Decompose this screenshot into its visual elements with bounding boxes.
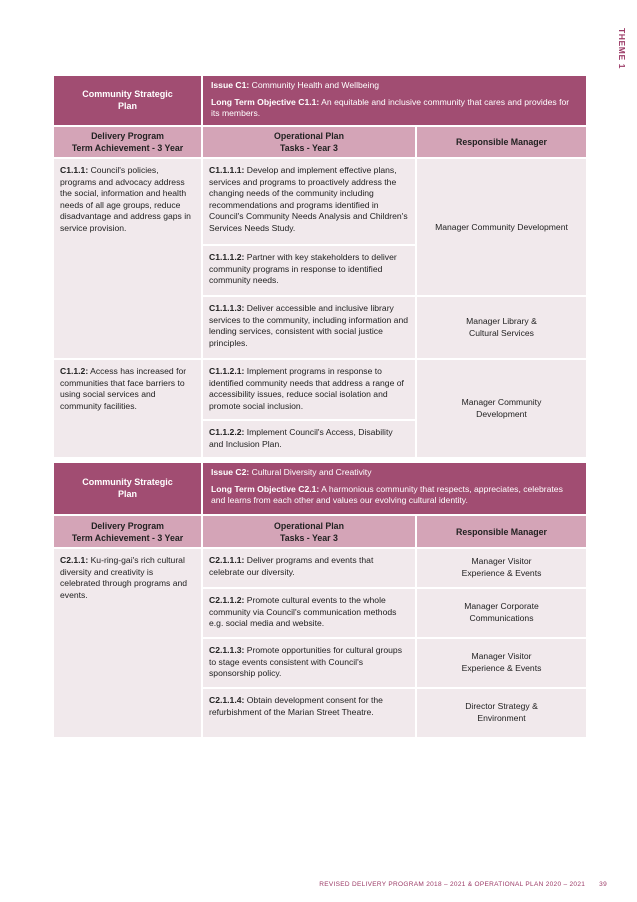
manager-c1-1-2: Manager Community Development xyxy=(417,358,586,457)
objective-c1-1-text: An equitable and inclusive community that cares and provides for its members. xyxy=(211,96,570,119)
task-c2-1-1-3: C2.1.1.3: Promote opportunities for cultural groups to stage events consistent with Council's sponsorship policy. xyxy=(203,637,417,687)
achievement-c2-1-1: C2.1.1: Ku-ring-gai's rich cultural diversity and creativity is celebrated through programs and events. xyxy=(54,547,203,737)
page-number: 39 xyxy=(599,881,607,888)
issue-c2-banner: Issue C2: Cultural Diversity and Creativity Long Term Objective C2.1: A harmonious community that respects, appreciates, celebrates and learns from each other and values our evolving cultural identity. xyxy=(203,463,586,514)
section-c1-table xyxy=(54,76,586,457)
manager-c2-1-1-4: Director Strategy & Environment xyxy=(417,687,586,737)
issue-c2-title: Cultural Diversity and Creativity xyxy=(251,467,372,477)
achievement-c1-1-1: C1.1.1: Council's policies, programs and advocacy address the social, information and health needs of all age groups, reduce disadvantage and address gaps in service provision. xyxy=(54,157,203,358)
task-c2-1-1-1: C2.1.1.1: Deliver programs and events that celebrate our diversity. xyxy=(203,547,417,587)
manager-c1-1-1-1: Manager Community Development xyxy=(417,157,586,295)
task-row xyxy=(54,547,586,587)
operational-plan-heading: Operational Plan Tasks - Year 3 xyxy=(203,514,417,547)
section-c2-table xyxy=(54,463,586,737)
task-c2-1-1-4: C2.1.1.4: Obtain development consent for the refurbishment of the Marian Street Theatre. xyxy=(203,687,417,737)
page-footer xyxy=(319,881,607,888)
issue-c1-title: Community Health and Wellbeing xyxy=(251,80,380,90)
task-c1-1-1-3: C1.1.1.3: Deliver accessible and inclusive library services to the community, including information and lending services, consistent with social justice principles. xyxy=(203,295,417,358)
manager-c1-1-1-3: Manager Library & Cultural Services xyxy=(417,295,586,358)
issue-c1-banner: Issue C1: Community Health and Wellbeing Long Term Objective C1.1: An equitable and inclusive community that cares and provides for its members. xyxy=(203,76,586,125)
footer-document-title: REVISED DELIVERY PROGRAM 2018 – 2021 & OPERATIONAL PLAN 2020 – 2021 xyxy=(319,881,586,888)
responsible-manager-heading: Responsible Manager xyxy=(417,125,586,157)
section-c2-header-row xyxy=(54,463,586,514)
delivery-program-heading: Delivery Program Term Achievement - 3 Year xyxy=(54,125,203,157)
task-row xyxy=(54,358,586,419)
section-c1-header-row xyxy=(54,76,586,125)
responsible-manager-heading: Responsible Manager xyxy=(417,514,586,547)
delivery-program-heading: Delivery Program Term Achievement - 3 Year xyxy=(54,514,203,547)
community-strategic-plan-heading: Community Strategic Plan xyxy=(54,76,203,125)
task-c1-1-1-2: C1.1.1.2: Partner with key stakeholders to deliver community programs in response to identified community needs. xyxy=(203,244,417,295)
operational-plan-heading: Operational Plan Tasks - Year 3 xyxy=(203,125,417,157)
achievement-c1-1-2: C1.1.2: Access has increased for communities that face barriers to using social services and community facilities. xyxy=(54,358,203,457)
task-c1-1-2-1: C1.1.2.1: Implement programs in response to identified community needs that address a range of accessibility issues, reduce social isolation and promote social inclusion. xyxy=(203,358,417,419)
community-strategic-plan-heading: Community Strategic Plan xyxy=(54,463,203,514)
manager-c2-1-1-2: Manager Corporate Communications xyxy=(417,587,586,637)
task-row xyxy=(54,157,586,244)
theme-side-tab: THEME 1 xyxy=(617,28,627,70)
task-c1-1-2-2: C1.1.2.2: Implement Council's Access, Disability and Inclusion Plan. xyxy=(203,419,417,457)
manager-c2-1-1-1: Manager Visitor Experience & Events xyxy=(417,547,586,587)
task-c2-1-1-2: C2.1.1.2: Promote cultural events to the whole community via Council's communication methods e.g. social media and website. xyxy=(203,587,417,637)
objective-c2-1-text: A harmonious community that respects, appreciates, celebrates and learns from each other and values our evolving cultural identity. xyxy=(211,483,563,506)
task-c1-1-1-1: C1.1.1.1: Develop and implement effective plans, services and programs to proactively address the changing needs of the community including recommendations and programs identified in Council's Community Needs Analysis and Children's Services Needs Study. xyxy=(203,157,417,244)
section-c1-subheader-row xyxy=(54,125,586,157)
section-c2-subheader-row xyxy=(54,514,586,547)
manager-c2-1-1-3: Manager Visitor Experience & Events xyxy=(417,637,586,687)
